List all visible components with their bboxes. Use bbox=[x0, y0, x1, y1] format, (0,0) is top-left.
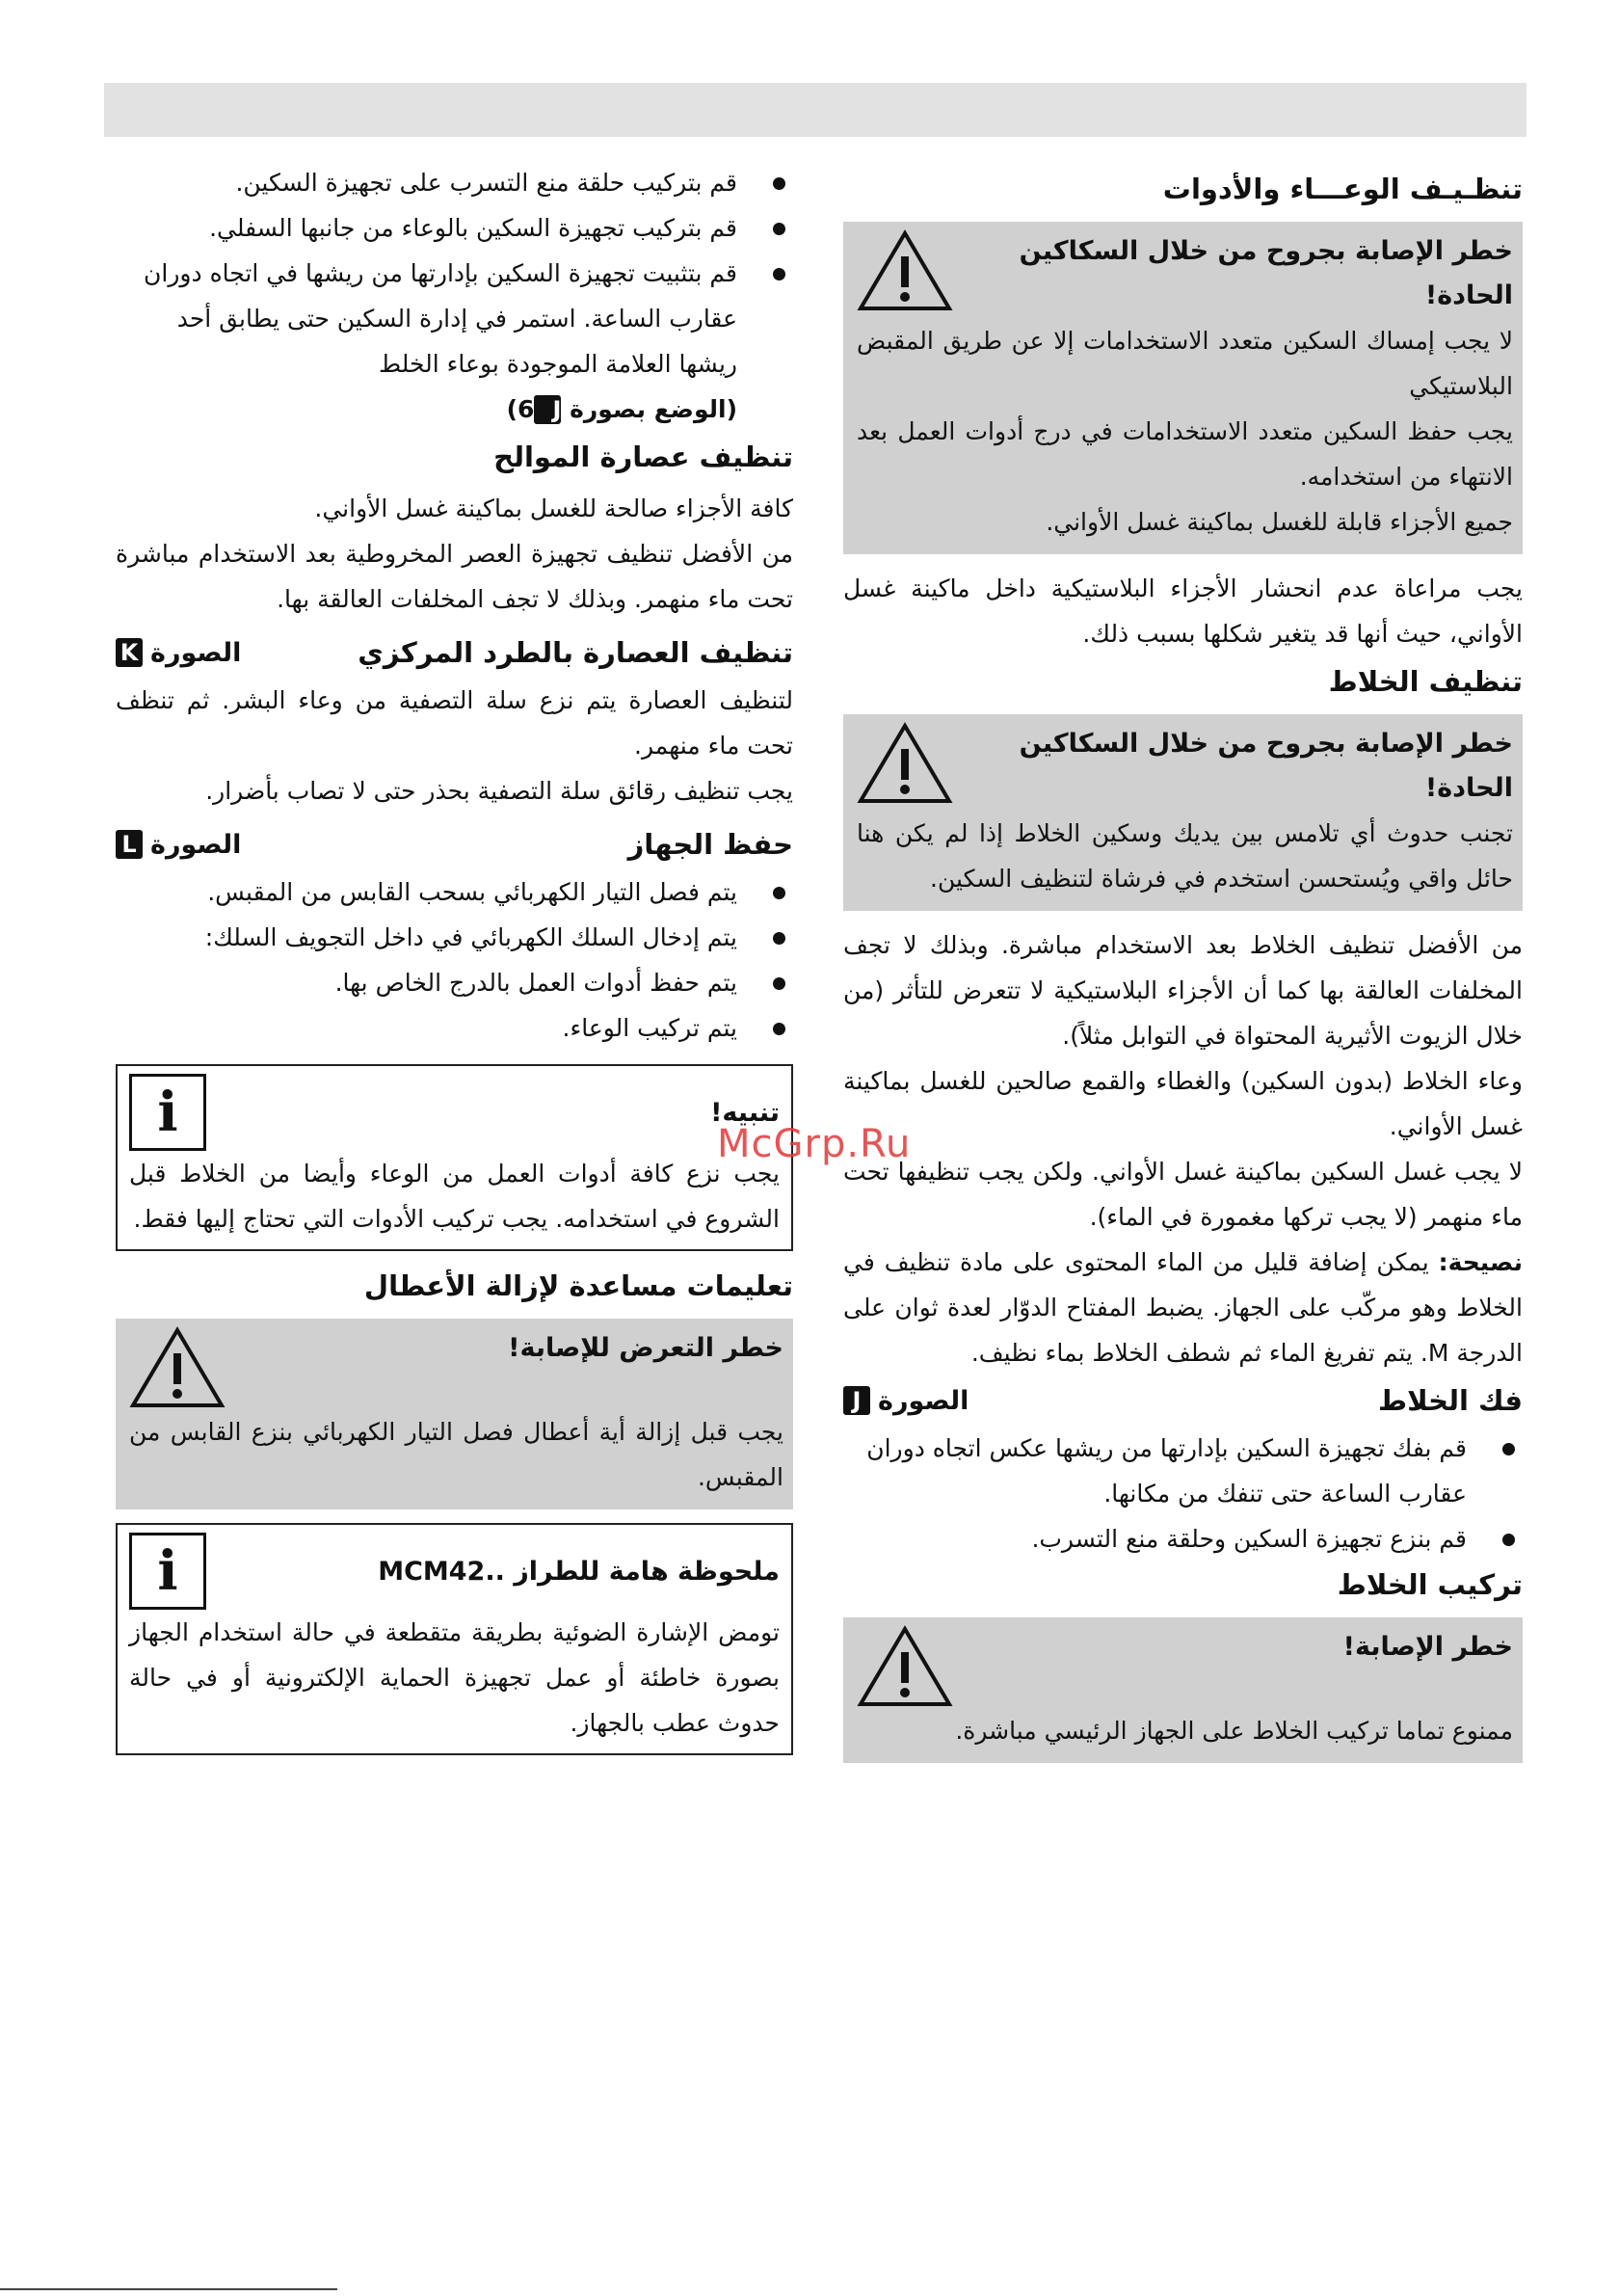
warning-line: جميع الأجزاء قابلة للغسل بماكينة غسل الأواني. bbox=[1046, 508, 1513, 536]
note-title: تنبيه! bbox=[710, 1097, 780, 1128]
header-bar bbox=[104, 83, 1526, 137]
warning-triangle-icon bbox=[129, 1326, 226, 1409]
list-item: قم بتركيب حلقة منع التسرب على تجهيزة السكين. bbox=[116, 160, 793, 205]
info-icon: i bbox=[129, 1074, 206, 1151]
paragraph-tip bbox=[843, 1240, 1523, 1375]
figure-word: الصورة bbox=[150, 829, 242, 860]
figure-reference bbox=[843, 1386, 969, 1416]
section-title-assemble: تركيب الخلاط bbox=[1337, 1568, 1523, 1601]
section-title-centrifugal: تنظيف العصارة بالطرد المركزي bbox=[358, 636, 793, 669]
warning-title: خطر الإصابة بجروح من خلال السكاكين الحادة! bbox=[1019, 236, 1513, 310]
warning-triangle-icon bbox=[857, 1625, 953, 1708]
figure-reference bbox=[116, 638, 241, 668]
list-item: يتم حفظ أدوات العمل بالدرج الخاص بها. bbox=[116, 960, 793, 1005]
info-icon: i bbox=[129, 1533, 206, 1610]
paragraph-citrus-clean: من الأفضل تنظيف تجهيزة العصر المخروطية بعد الاستخدام مباشرة تحت ماء منهمر. وبذلك لا تجف المخلفات العالقة بها. bbox=[116, 540, 793, 613]
left-column bbox=[116, 156, 793, 1769]
figure-word: الصورة bbox=[150, 637, 242, 668]
list-item: يتم تركيب الوعاء. bbox=[116, 1005, 793, 1051]
list-item: يتم إدخال السلك الكهربائي في داخل التجويف السلك: bbox=[116, 915, 793, 960]
warning-title: خطر الإصابة بجروح من خلال السكاكين الحادة! bbox=[1019, 729, 1513, 803]
paragraph-dishwasher-parts: وعاء الخلاط (بدون السكين) والغطاء والقمع صالحين للغسل بماكينة غسل الأواني. bbox=[843, 1067, 1523, 1140]
warning-line: لا يجب إمساك السكين متعدد الاستخدامات إلا عن طريق المقبض البلاستيكي bbox=[857, 327, 1513, 400]
tip-label: نصيحة: bbox=[1438, 1248, 1523, 1276]
list-item: قم بتثبيت تجهيزة السكين بإدارتها من ريشها في اتجاه دوران عقارب الساعة. استمر في إدارة السكين حتى يطابق أحد ريشها العلامة الموجودة بوعاء الخلط bbox=[116, 251, 793, 387]
figure-letter-badge: J bbox=[534, 395, 561, 424]
storage-heading-row bbox=[116, 819, 793, 869]
disassemble-heading-row bbox=[843, 1375, 1523, 1426]
warning-triangle-icon bbox=[857, 722, 953, 805]
storage-list bbox=[116, 869, 793, 1051]
warning-box-blender-blade bbox=[843, 714, 1523, 911]
section-title-clean-blender: تنظيف الخلاط bbox=[1328, 665, 1523, 698]
warning-title: خطر الإصابة! bbox=[1342, 1632, 1513, 1662]
list-item: قم بنزع تجهيزة السكين وحلقة منع التسرب. bbox=[843, 1516, 1523, 1562]
right-column bbox=[843, 156, 1523, 1775]
paragraph-clean-after-use: من الأفضل تنظيف الخلاط بعد الاستخدام مباشرة. وبذلك لا تجف المخلفات العالقة بها كما أن الأجزاء البلاستيكية لا تتعرض للتأثر (من خلال الزيوت الأثيرية المحتواة في التوابل مثلاً). bbox=[843, 931, 1523, 1050]
paragraph-blade-washing: لا يجب غسل السكين بماكينة غسل الأواني. ولكن يجب تنظيفها تحت ماء منهمر (لا يجب تركها مغمورة في الماء). bbox=[843, 1158, 1523, 1231]
assembly-steps-list bbox=[116, 160, 793, 387]
position-note-prefix: (الوضع بصورة bbox=[570, 395, 737, 423]
warning-box-blades bbox=[843, 222, 1523, 554]
list-item: قم بتركيب تجهيزة السكين بالوعاء من جانبها السفلي. bbox=[116, 205, 793, 251]
section-title-disassemble: فك الخلاط bbox=[1378, 1384, 1523, 1417]
paragraph-centrifugal-basket: لتنظيف العصارة يتم نزع سلة التصفية من وعاء البشر. ثم تنظف تحت ماء منهمر. bbox=[116, 686, 793, 760]
warning-text: تجنب حدوث أي تلامس بين يديك وسكين الخلاط إذا لم يكن هنا حائل واقي ويُستحسن استخدم في فرشاة لتنظيف السكين. bbox=[857, 819, 1513, 893]
list-item: يتم فصل التيار الكهربائي بسحب القابس من المقبس. bbox=[116, 869, 793, 915]
note-text: يجب نزع كافة أدوات العمل من الوعاء وأيضا من الخلاط قبل الشروع في استخدامه. يجب تركيب الأدوات التي تحتاج إليها فقط. bbox=[129, 1160, 780, 1233]
disassemble-list bbox=[843, 1426, 1523, 1562]
note-box-mcm42 bbox=[116, 1523, 793, 1755]
footer-divider bbox=[0, 2288, 337, 2290]
section-title-clean-bowl: تنظـيـف الوعـــاء والأدوات bbox=[1162, 173, 1523, 205]
position-note bbox=[116, 387, 793, 432]
paragraph-plastic-parts: يجب مراعاة عدم انحشار الأجزاء البلاستيكية داخل ماكينة غسل الأواني، حيث أنها قد يتغير شكلها بسبب ذلك. bbox=[843, 574, 1523, 648]
warning-box-assemble bbox=[843, 1617, 1523, 1763]
figure-letter-badge: L bbox=[116, 830, 143, 859]
warning-box-injury bbox=[116, 1319, 793, 1509]
centrifugal-heading-row bbox=[116, 627, 793, 678]
note-box-attention bbox=[116, 1064, 793, 1251]
section-title-storage: حفظ الجهاز bbox=[627, 828, 793, 861]
note-title: ملحوظة هامة للطراز ..MCM42 bbox=[378, 1556, 780, 1587]
paragraph-citrus-dishwasher: كافة الأجزاء صالحة للغسل بماكينة غسل الأواني. bbox=[314, 494, 793, 522]
section-title-troubleshooting: تعليمات مساعدة لإزالة الأعطال bbox=[363, 1269, 793, 1302]
warning-triangle-icon bbox=[857, 229, 953, 312]
figure-letter-badge: J bbox=[843, 1386, 870, 1415]
figure-reference bbox=[116, 830, 241, 860]
watermark-text: McGrp.Ru bbox=[717, 1122, 912, 1166]
figure-word: الصورة bbox=[878, 1385, 969, 1416]
section-title-citrus: تنظيف عصارة الموالح bbox=[493, 441, 793, 473]
warning-title: خطر التعرض للإصابة! bbox=[508, 1333, 783, 1363]
note-text: تومض الإشارة الضوئية بطريقة متقطعة في حالة استخدام الجهاز بصورة خاطئة أو عمل تجهيزة الحماية الإلكترونية أو في حالة حدوث عطب بالجهاز. bbox=[129, 1618, 780, 1737]
warning-text: يجب قبل إزالة أية أعطال فصل التيار الكهربائي بنزع القابس من المقبس. bbox=[129, 1418, 783, 1491]
position-note-suffix: 6) bbox=[506, 395, 535, 423]
tip-text: يمكن إضافة قليل من الماء المحتوى على مادة تنظيف في الخلاط وهو مركّب على الجهاز. يضبط المفتاح الدوّار لعدة ثوان على الدرجة M. يتم تفريغ الماء ثم شطف الخلاط بماء نظيف. bbox=[843, 1248, 1523, 1367]
warning-line: يجب حفظ السكين متعدد الاستخدامات في درج أدوات العمل بعد الانتهاء من استخدامه. bbox=[857, 417, 1513, 491]
paragraph-centrifugal-care: يجب تنظيف رقائق سلة التصفية بحذر حتى لا تصاب بأضرار. bbox=[205, 777, 793, 805]
figure-letter-badge: K bbox=[116, 638, 143, 667]
warning-text: ممنوع تماما تركيب الخلاط على الجهاز الرئيسي مباشرة. bbox=[955, 1717, 1513, 1745]
list-item: قم بفك تجهيزة السكين بإدارتها من ريشها عكس اتجاه دوران عقارب الساعة حتى تنفك من مكانها. bbox=[843, 1426, 1523, 1516]
